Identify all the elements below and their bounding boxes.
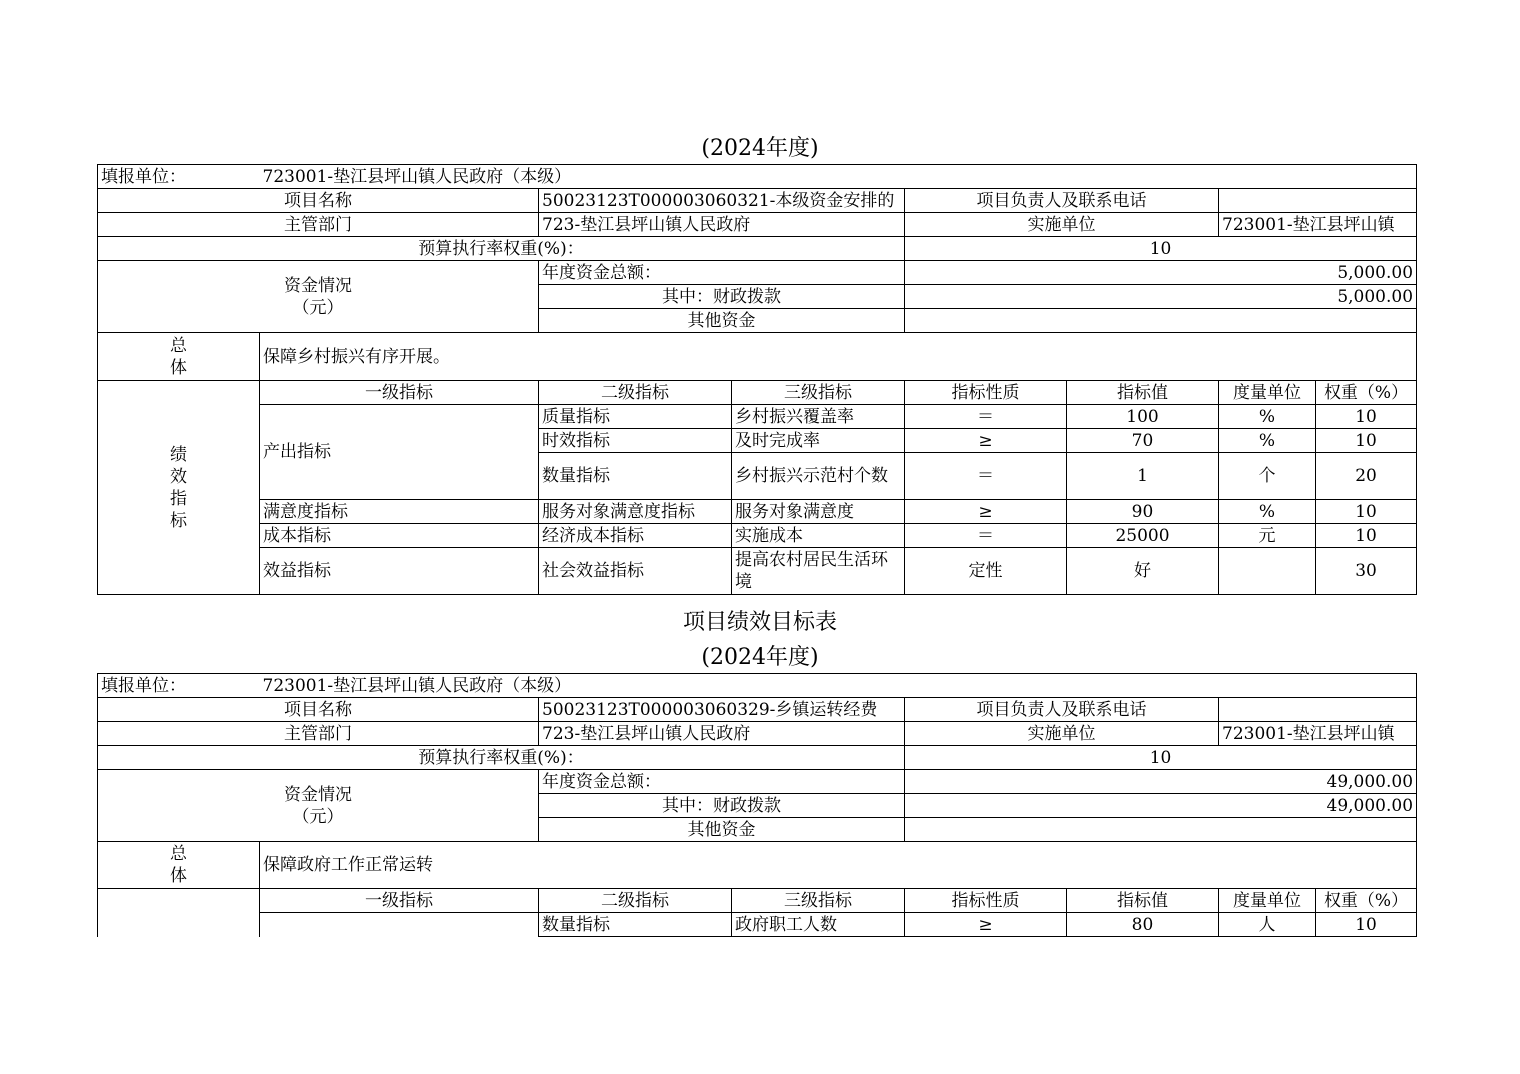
table-row xyxy=(98,524,1417,548)
nature-cell: ＝ xyxy=(905,405,1067,429)
project-leader-label: 项目负责人及联系电话 xyxy=(905,698,1219,722)
project-name-label: 项目名称 xyxy=(98,698,539,722)
col-value-header: 指标值 xyxy=(1067,381,1219,405)
value-cell: 25000 xyxy=(1067,524,1219,548)
year-label-2: (2024年度) xyxy=(701,645,819,670)
fill-unit-row xyxy=(98,674,1417,698)
nature-cell: ≥ xyxy=(905,429,1067,453)
fiscal-label: 其中：财政拨款 xyxy=(539,794,905,818)
budget-weight-label: 预算执行率权重(%)： xyxy=(98,746,905,770)
fill-unit-label: 填报单位： xyxy=(98,674,260,698)
table-row xyxy=(98,500,1417,524)
col-l2-header: 二级指标 xyxy=(539,889,732,913)
value-cell: 1 xyxy=(1067,453,1219,500)
project-leader-value xyxy=(1219,189,1417,213)
l3-cell: 提高农村居民生活环境 xyxy=(732,548,905,595)
other-funds-label: 其他资金 xyxy=(539,818,905,842)
annual-total-row xyxy=(98,261,1417,285)
annual-total-value: 49,000.00 xyxy=(905,770,1417,794)
budget-weight-row xyxy=(98,237,1417,261)
col-weight-header: 权重（%） xyxy=(1316,889,1417,913)
perf-label xyxy=(98,381,260,595)
col-l2-header: 二级指标 xyxy=(539,381,732,405)
impl-unit-label: 实施单位 xyxy=(905,722,1219,746)
col-l3-header: 三级指标 xyxy=(732,889,905,913)
unit-cell: 元 xyxy=(1219,524,1316,548)
performance-table-1 xyxy=(97,164,1417,595)
project-name-row xyxy=(98,698,1417,722)
l3-cell: 服务对象满意度 xyxy=(732,500,905,524)
col-nature-header: 指标性质 xyxy=(905,889,1067,913)
annual-total-label: 年度资金总额： xyxy=(539,770,905,794)
fiscal-label: 其中：财政拨款 xyxy=(539,285,905,309)
l1-cell: 效益指标 xyxy=(260,548,539,595)
dept-label: 主管部门 xyxy=(98,722,539,746)
fill-unit-value: 723001-垫江县坪山镇人民政府（本级） xyxy=(260,165,1417,189)
project-name-value: 50023123T000003060329-乡镇运转经费 xyxy=(539,698,905,722)
weight-cell: 10 xyxy=(1316,524,1417,548)
unit-cell: 个 xyxy=(1219,453,1316,500)
l3-cell: 乡村振兴覆盖率 xyxy=(732,405,905,429)
project-leader-label: 项目负责人及联系电话 xyxy=(905,189,1219,213)
project-name-value: 50023123T000003060321-本级资金安排的 xyxy=(539,189,905,213)
dept-row xyxy=(98,213,1417,237)
l2-cell: 数量指标 xyxy=(539,453,732,500)
other-funds-label: 其他资金 xyxy=(539,309,905,333)
weight-cell: 10 xyxy=(1316,429,1417,453)
nature-cell: ≥ xyxy=(905,500,1067,524)
unit-cell: 人 xyxy=(1219,913,1316,937)
perf-label-cell xyxy=(98,889,260,937)
fiscal-value: 5,000.00 xyxy=(905,285,1417,309)
nature-cell: ≥ xyxy=(905,913,1067,937)
l2-cell: 时效指标 xyxy=(539,429,732,453)
col-value-header: 指标值 xyxy=(1067,889,1219,913)
table-title-2: 项目绩效目标表 xyxy=(682,610,837,635)
weight-cell: 10 xyxy=(1316,500,1417,524)
dept-value: 723-垫江县坪山镇人民政府 xyxy=(539,213,905,237)
budget-weight-value: 10 xyxy=(905,746,1417,770)
weight-cell: 30 xyxy=(1316,548,1417,595)
value-cell: 70 xyxy=(1067,429,1219,453)
fill-unit-row xyxy=(98,165,1417,189)
value-cell: 好 xyxy=(1067,548,1219,595)
dept-row xyxy=(98,722,1417,746)
col-l3-header: 三级指标 xyxy=(732,381,905,405)
budget-weight-row xyxy=(98,746,1417,770)
nature-cell: 定性 xyxy=(905,548,1067,595)
overall-label xyxy=(98,333,260,381)
weight-cell: 10 xyxy=(1316,405,1417,429)
impl-unit-value: 723001-垫江县坪山镇 xyxy=(1219,213,1417,237)
fill-unit-label: 填报单位： xyxy=(98,165,260,189)
other-funds-value xyxy=(905,818,1417,842)
fund-status-line2: （元） xyxy=(292,297,344,318)
budget-weight-value: 10 xyxy=(905,237,1417,261)
col-unit-header: 度量单位 xyxy=(1219,889,1316,913)
dept-label: 主管部门 xyxy=(98,213,539,237)
unit-cell: % xyxy=(1219,500,1316,524)
fund-status-label xyxy=(98,261,539,333)
overall-char-2: 体 xyxy=(170,866,187,886)
l2-cell: 经济成本指标 xyxy=(539,524,732,548)
l3-cell: 乡村振兴示范村个数 xyxy=(732,453,905,500)
perf-char-2: 效 xyxy=(170,466,187,487)
indicator-header-row xyxy=(98,889,1417,913)
col-weight-header: 权重（%） xyxy=(1316,381,1417,405)
perf-char-1: 绩 xyxy=(170,444,187,465)
l2-cell: 服务对象满意度指标 xyxy=(539,500,732,524)
overall-text: 保障乡村振兴有序开展。 xyxy=(260,333,1417,381)
overall-row xyxy=(98,842,1417,889)
overall-char-2: 体 xyxy=(170,357,187,378)
col-unit-header: 度量单位 xyxy=(1219,381,1316,405)
project-name-row xyxy=(98,189,1417,213)
fiscal-value: 49,000.00 xyxy=(905,794,1417,818)
col-l1-header: 一级指标 xyxy=(260,889,539,913)
budget-weight-label: 预算执行率权重(%)： xyxy=(98,237,905,261)
table-row xyxy=(98,548,1417,595)
dept-value: 723-垫江县坪山镇人民政府 xyxy=(539,722,905,746)
table-row xyxy=(98,913,1417,937)
impl-unit-label: 实施单位 xyxy=(905,213,1219,237)
l3-cell: 及时完成率 xyxy=(732,429,905,453)
l2-cell: 质量指标 xyxy=(539,405,732,429)
fund-status-line2: （元） xyxy=(292,806,344,827)
unit-cell: % xyxy=(1219,429,1316,453)
nature-cell: ＝ xyxy=(905,524,1067,548)
value-cell: 80 xyxy=(1067,913,1219,937)
col-l1-header: 一级指标 xyxy=(260,381,539,405)
impl-unit-value: 723001-垫江县坪山镇 xyxy=(1219,722,1417,746)
weight-cell: 10 xyxy=(1316,913,1417,937)
fund-status-line1: 资金情况 xyxy=(284,784,352,805)
fund-status-label xyxy=(98,770,539,842)
unit-cell: % xyxy=(1219,405,1316,429)
l1-cell xyxy=(260,913,539,937)
annual-total-row xyxy=(98,770,1417,794)
value-cell: 90 xyxy=(1067,500,1219,524)
overall-text: 保障政府工作正常运转 xyxy=(260,842,1417,889)
indicator-header-row xyxy=(98,381,1417,405)
annual-total-value: 5,000.00 xyxy=(905,261,1417,285)
unit-cell xyxy=(1219,548,1316,595)
l2-cell: 数量指标 xyxy=(539,913,732,937)
project-leader-value xyxy=(1219,698,1417,722)
overall-char-1: 总 xyxy=(170,335,187,356)
project-name-label: 项目名称 xyxy=(98,189,539,213)
l1-cell: 满意度指标 xyxy=(260,500,539,524)
l1-output: 产出指标 xyxy=(260,405,539,500)
weight-cell: 20 xyxy=(1316,453,1417,500)
overall-char-1: 总 xyxy=(170,844,187,864)
overall-row xyxy=(98,333,1417,381)
value-cell: 100 xyxy=(1067,405,1219,429)
annual-total-label: 年度资金总额： xyxy=(539,261,905,285)
col-nature-header: 指标性质 xyxy=(905,381,1067,405)
other-funds-value xyxy=(905,309,1417,333)
performance-table-2 xyxy=(97,673,1417,937)
l3-cell: 政府职工人数 xyxy=(732,913,905,937)
fill-unit-value: 723001-垫江县坪山镇人民政府（本级） xyxy=(260,674,1417,698)
perf-char-4: 标 xyxy=(170,510,187,531)
l1-cell: 成本指标 xyxy=(260,524,539,548)
year-label-1: (2024年度) xyxy=(701,136,819,161)
fund-status-line1: 资金情况 xyxy=(284,275,352,296)
perf-char-3: 指 xyxy=(170,488,187,509)
l3-cell: 实施成本 xyxy=(732,524,905,548)
nature-cell: ＝ xyxy=(905,453,1067,500)
l2-cell: 社会效益指标 xyxy=(539,548,732,595)
table-row xyxy=(98,405,1417,429)
overall-label xyxy=(98,842,260,889)
